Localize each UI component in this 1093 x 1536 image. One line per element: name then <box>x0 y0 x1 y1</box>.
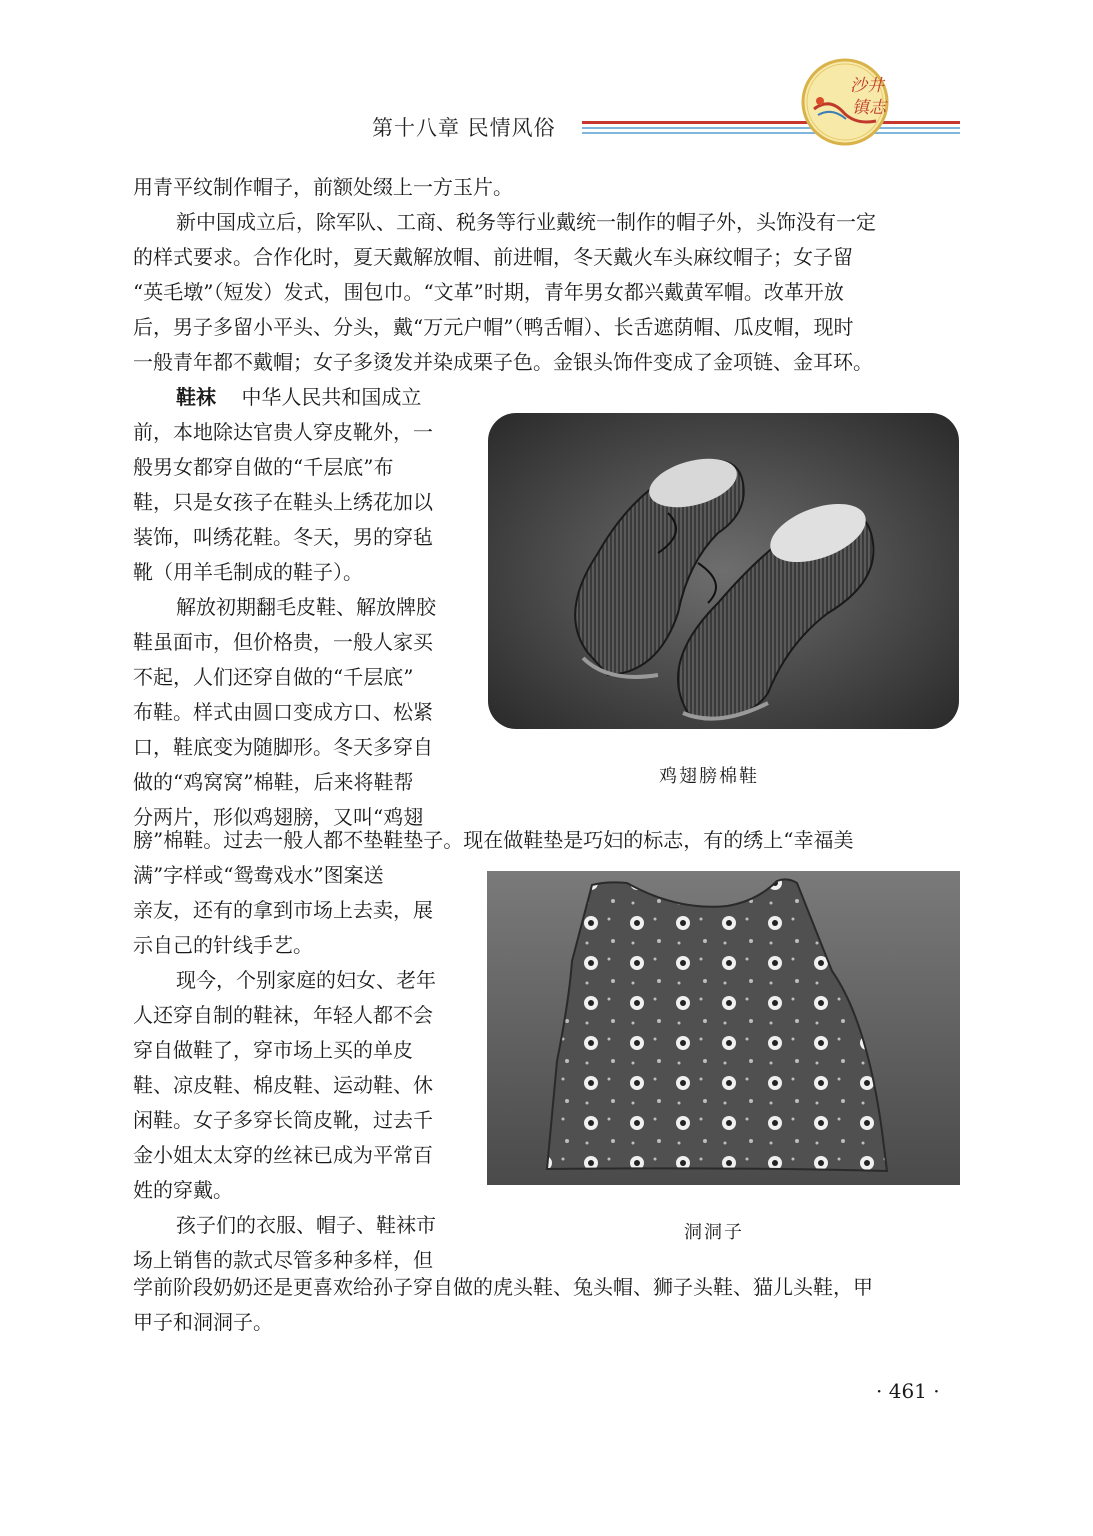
text-line: 分两片，形似鸡翅膀，又叫“鸡翅 <box>133 805 424 829</box>
text-line: 现今，个别家庭的妇女、老年 <box>176 968 436 992</box>
text-line: 般男女都穿自做的“千层底”布 <box>133 455 394 479</box>
text-line: 布鞋。样式由圆口变成方口、松紧 <box>133 700 433 724</box>
text-line: “英毛墩”（短发）发式，围包巾。“文革”时期，青年男女都兴戴黄军帽。改革开放 <box>133 280 844 304</box>
text-line: 后，男子多留小平头、分头，戴“万元户帽”（鸭舌帽）、长舌遮荫帽、瓜皮帽，现时 <box>133 315 854 339</box>
text-line: 一般青年都不戴帽；女子多烫发并染成栗子色。金银头饰件变成了金项链、金耳环。 <box>133 350 873 374</box>
text-line: 做的“鸡窝窝”棉鞋，后来将鞋帮 <box>133 770 414 794</box>
seal-text-top: 沙井 <box>850 76 884 96</box>
text-line: 新中国成立后，除军队、工商、税务等行业戴统一制作的帽子外，头饰没有一定 <box>176 210 876 234</box>
text-line: 前，本地除达官贵人穿皮靴外，一 <box>133 420 433 444</box>
text-line: 姓的穿戴。 <box>133 1178 233 1202</box>
text-line: 用青平纹制作帽子，前额处缀上一方玉片。 <box>133 175 513 199</box>
text-line: 解放初期翻毛皮鞋、解放牌胶 <box>176 595 436 619</box>
text-line: 装饰，叫绣花鞋。冬天，男的穿毡 <box>133 525 433 549</box>
section-heading-line <box>176 382 421 412</box>
text-line: 膀”棉鞋。过去一般人都不垫鞋垫子。现在做鞋垫是巧妇的标志，有的绣上“幸福美 <box>133 828 854 852</box>
text-line: 金小姐太太穿的丝袜已成为平常百 <box>133 1143 433 1167</box>
text-line: 示自己的针线手艺。 <box>133 933 313 957</box>
shoes-photo <box>488 413 959 729</box>
header-rule-blue-2 <box>582 132 960 134</box>
text-line: 鞋虽面市，但价格贵，一般人家买 <box>133 630 433 654</box>
text-line: 甲子和洞洞子。 <box>133 1310 273 1334</box>
text-line: 不起，人们还穿自做的“千层底” <box>133 665 414 689</box>
text-line: 闲鞋。女子多穿长筒皮靴，过去千 <box>133 1108 433 1132</box>
text-line: 满”字样或“鸳鸯戏水”图案送 <box>133 863 384 887</box>
section-heading: 鞋袜 <box>176 385 216 409</box>
section-first-line: 中华人民共和国成立 <box>241 385 422 409</box>
text-line: 穿自做鞋了，穿市场上买的单皮 <box>133 1038 413 1062</box>
text-line: 鞋、凉皮鞋、棉皮鞋、运动鞋、休 <box>133 1073 433 1097</box>
text-line: 人还穿自制的鞋袜，年轻人都不会 <box>133 1003 433 1027</box>
header-rule-blue <box>582 127 960 129</box>
page-number: · 461 · <box>876 1379 940 1403</box>
text-line: 场上销售的款式尽管多种多样，但 <box>133 1248 433 1272</box>
book-seal-logo <box>800 57 890 147</box>
shoes-caption: 鸡翅膀棉鞋 <box>659 766 759 787</box>
text-line: 鞋，只是女孩子在鞋头上绣花加以 <box>133 490 433 514</box>
text-line: 学前阶段奶奶还是更喜欢给孙子穿自做的虎头鞋、兔头帽、狮子头鞋、猫儿头鞋，甲 <box>133 1275 873 1299</box>
vest-photo <box>487 871 960 1185</box>
header-rule-red <box>582 121 960 124</box>
seal-text-bottom: 镇志 <box>852 98 886 118</box>
text-line: 亲友，还有的拿到市场上去卖，展 <box>133 898 433 922</box>
text-line: 靴（用羊毛制成的鞋子）。 <box>133 560 363 584</box>
text-line: 口，鞋底变为随脚形。冬天多穿自 <box>133 735 433 759</box>
chapter-title: 第十八章 民情风俗 <box>372 116 556 140</box>
text-line: 孩子们的衣服、帽子、鞋袜市 <box>176 1213 436 1237</box>
text-line: 的样式要求。合作化时，夏天戴解放帽、前进帽，冬天戴火车头麻纹帽子；女子留 <box>133 245 853 269</box>
vest-caption: 洞洞子 <box>684 1222 744 1243</box>
